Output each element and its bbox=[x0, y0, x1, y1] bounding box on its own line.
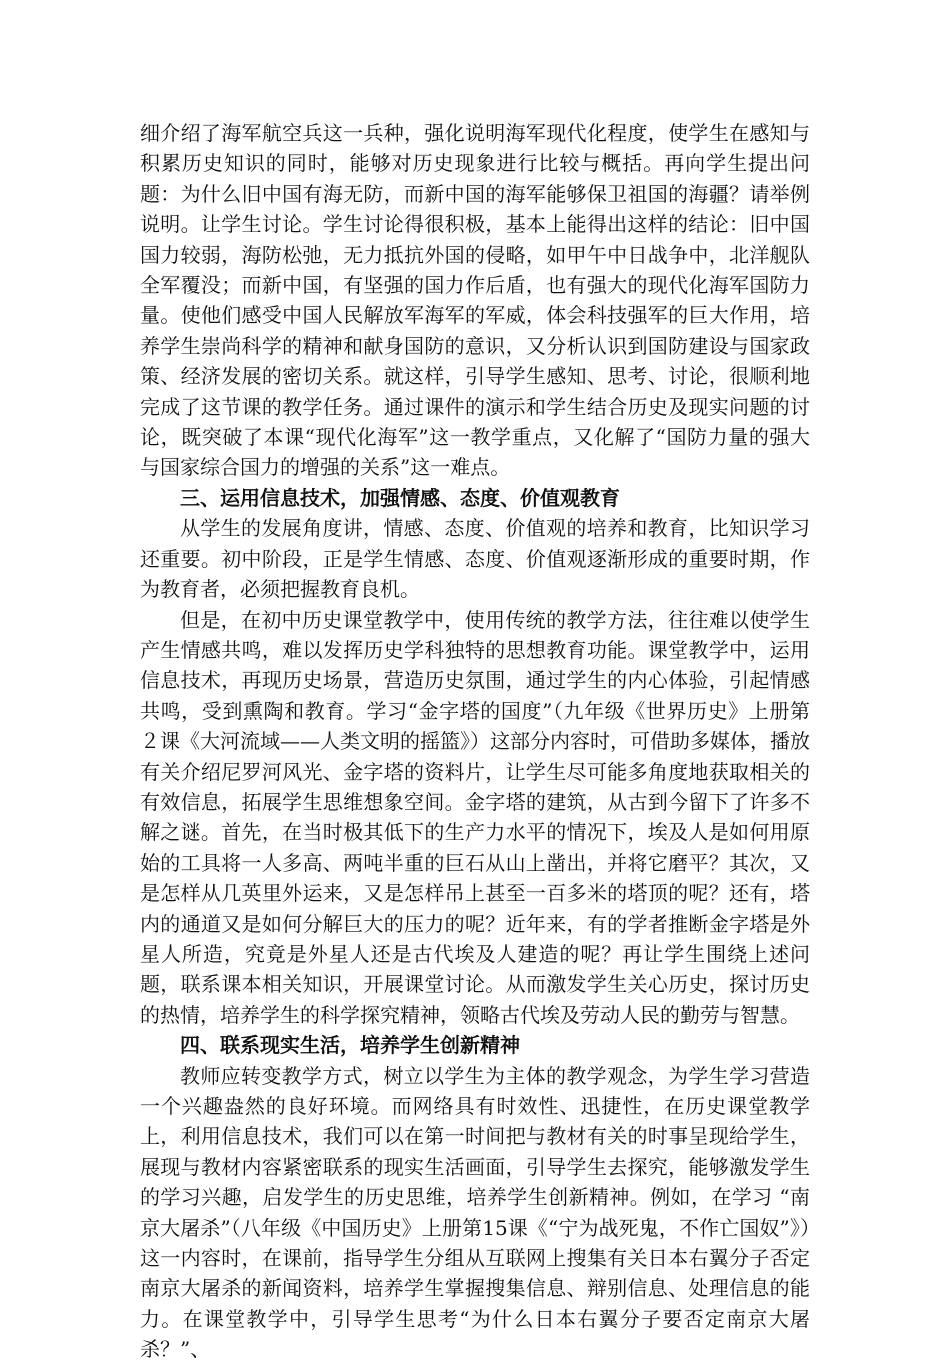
body-paragraph: 但是，在初中历史课堂教学中，使用传统的教学方法，往往难以使学生产生情感共鸣，难以发挥历史学科独特的思想教育功能。课堂教学中，运用信息技术，再现历史场景，营造历史氛围，通过学生的内心体验，引起情感共鸣，受到熏陶和教育。学习“金字塔的国度”（九年级《世界历史》上册第２课《大河流域——人类文明的摇篮》）这部分内容时，可借助多媒体，播放有关介绍尼罗河风光、金字塔的资料片，让学生尽可能多角度地获取相关的有效信息，拓展学生思维想象空间。金字塔的建筑，从古到今留下了许多不解之谜。首先，在当时极其低下的生产力水平的情况下，埃及人是如何用原始的工具将一人多高、两吨半重的巨石从山上凿出，并将它磨平？其次，又是怎样从几英里外运来，又是怎样吊上甚至一百多米的塔顶的呢？还有，塔内的通道又是如何分解巨大的压力的呢？近年来，有的学者推断金字塔是外星人所造，究竟是外星人还是古代埃及人建造的呢？再让学生围绕上述问题，联系课本相关知识，开展课堂讨论。从而激发学生关心历史，探讨历史的热情，培养学生的科学探究精神，领略古代埃及劳动人民的勤劳与智慧。 bbox=[140, 607, 810, 1027]
body-paragraph: 教师应转变教学方式，树立以学生为主体的教学观念，为学生学习营造一个兴趣盎然的良好环境。而网络具有时效性、迅捷性，在历史课堂教学上，利用信息技术，我们可以在第一时间把与教材有关的时事呈现给学生，展现与教材内容紧密联系的现实生活画面，引导学生去探究，能够激发学生的学习兴趣，启发学生的历史思维，培养学生创新精神。例如，在学习 “南京大屠杀”（八年级《中国历史》上册第15课《“宁为战死鬼，不作亡国奴”》）这一内容时，在课前，指导学生分组从互联网上搜集有关日本右翼分子否定南京大屠杀的新闻资料，培养学生掌握搜集信息、辩别信息、处理信息的能力。在课堂教学中，引导学生思考“为什么日本右翼分子要否定南京大屠杀？”、 bbox=[140, 1063, 810, 1362]
document-page bbox=[140, 118, 810, 1365]
section-heading: 三、运用信息技术，加强情感、态度、价值观教育 bbox=[180, 485, 620, 510]
section-heading: 四、联系现实生活，培养学生创新精神 bbox=[180, 1033, 520, 1058]
body-paragraph: 细介绍了海军航空兵这一兵种，强化说明海军现代化程度，使学生在感知与积累历史知识的同时，能够对历史现象进行比较与概括。再向学生提出问题：为什么旧中国有海无防，而新中国的海军能够保卫祖国的海疆？请举例说明。让学生讨论。学生讨论得很积极，基本上能得出这样的结论：旧中国国力较弱，海防松弛，无力抵抗外国的侵略，如甲午中日战争中，北洋舰队全军覆没；而新中国，有坚强的国力作后盾，也有强大的现代化海军国防力量。使他们感受中国人民解放军海军的军威，体会科技强军的巨大作用，培养学生崇尚科学的精神和献身国防的意识，又分析认识到国防建设与国家政策、经济发展的密切关系。就这样，引导学生感知、思考、讨论，很顺利地完成了这节课的教学任务。通过课件的演示和学生结合历史及现实问题的讨论，既突破了本课“现代化海军”这一教学重点，又化解了“国防力量的强大与国家综合国力的增强的关系”这一难点。 bbox=[140, 121, 810, 480]
body-paragraph: 从学生的发展角度讲，情感、态度、价值观的培养和教育，比知识学习还重要。初中阶段，正是学生情感、态度、价值观逐渐形成的重要时期，作为教育者，必须把握教育良机。 bbox=[140, 516, 810, 602]
